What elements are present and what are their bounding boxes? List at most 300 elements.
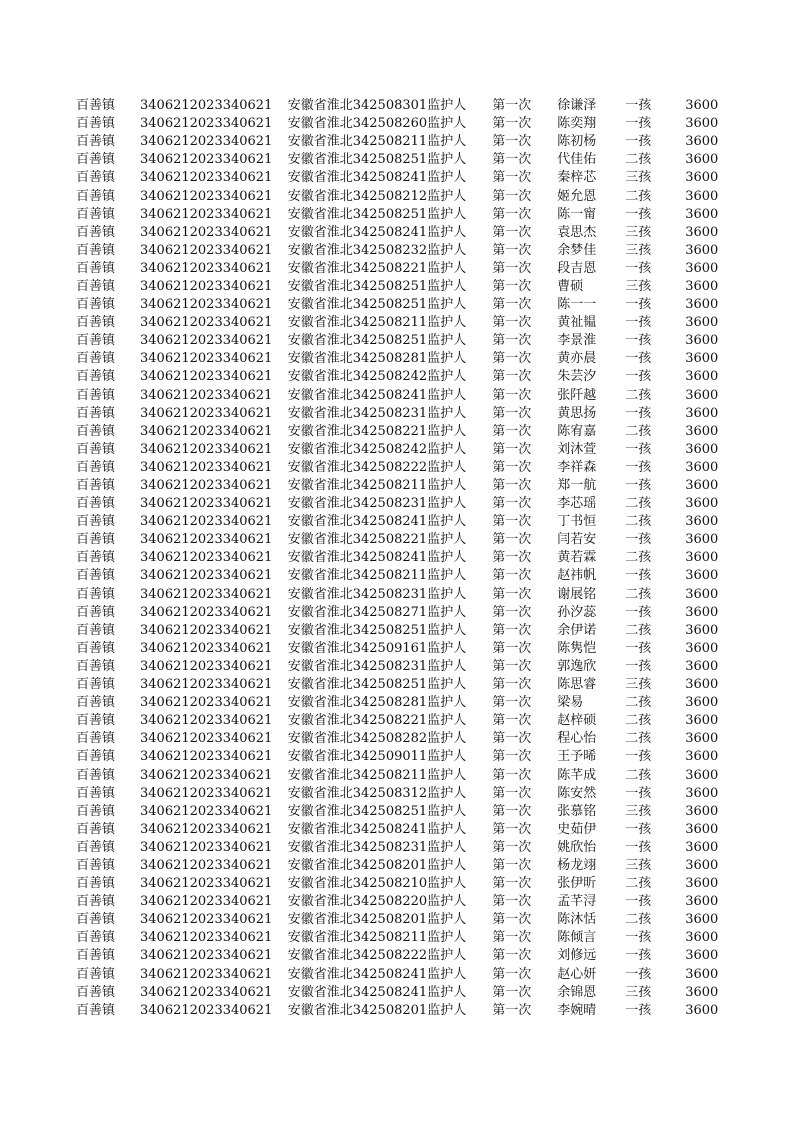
town-cell: 百善镇 xyxy=(76,98,116,114)
address-cell: 安徽省淮北 xyxy=(287,912,353,928)
child-name-cell: 代佳佑 xyxy=(557,152,597,168)
child-name-cell: 陈沐恬 xyxy=(557,912,597,928)
code-cell: 3406212023 xyxy=(140,568,223,584)
region-code-cell: 340621 xyxy=(222,351,273,367)
child-name-cell: 黄若霖 xyxy=(557,550,597,566)
address-cell: 安徽省淮北 xyxy=(287,658,353,674)
child-name-cell: 刘修远 xyxy=(557,948,597,964)
town-cell: 百善镇 xyxy=(76,1002,116,1018)
role-cell: 监护人 xyxy=(427,170,467,186)
birth-order-cell: 一孩 xyxy=(625,894,652,910)
child-name-cell: 余梦佳 xyxy=(557,242,597,258)
role-cell: 监护人 xyxy=(427,695,467,711)
town-cell: 百善镇 xyxy=(76,803,116,819)
role-cell: 监护人 xyxy=(427,224,467,240)
table-row xyxy=(76,549,721,567)
child-name-cell: 陈初杨 xyxy=(557,134,597,150)
table-row xyxy=(76,477,721,495)
id-number-cell: 342508301 xyxy=(352,98,428,114)
times-cell: 第一次 xyxy=(492,478,532,494)
town-cell: 百善镇 xyxy=(76,658,116,674)
town-cell: 百善镇 xyxy=(76,333,116,349)
birth-order-cell: 一孩 xyxy=(625,640,652,656)
code-cell: 3406212023 xyxy=(140,695,223,711)
birth-order-cell: 一孩 xyxy=(625,568,652,584)
table-row xyxy=(76,1002,721,1020)
child-name-cell: 杨龙翊 xyxy=(557,857,597,873)
amount-cell: 3600 xyxy=(685,677,719,693)
region-code-cell: 340621 xyxy=(222,242,273,258)
region-code-cell: 340621 xyxy=(222,224,273,240)
id-number-cell: 342508241 xyxy=(352,387,428,403)
address-cell: 安徽省淮北 xyxy=(287,387,353,403)
region-code-cell: 340621 xyxy=(222,622,273,638)
address-cell: 安徽省淮北 xyxy=(287,423,353,439)
role-cell: 监护人 xyxy=(427,260,467,276)
table-row xyxy=(76,766,721,784)
times-cell: 第一次 xyxy=(492,930,532,946)
times-cell: 第一次 xyxy=(492,912,532,928)
role-cell: 监护人 xyxy=(427,731,467,747)
amount-cell: 3600 xyxy=(685,369,719,385)
region-code-cell: 340621 xyxy=(222,116,273,132)
birth-order-cell: 一孩 xyxy=(625,351,652,367)
code-cell: 3406212023 xyxy=(140,514,223,530)
address-cell: 安徽省淮北 xyxy=(287,98,353,114)
birth-order-cell: 三孩 xyxy=(625,170,652,186)
id-number-cell: 342508242 xyxy=(352,369,428,385)
role-cell: 监护人 xyxy=(427,315,467,331)
code-cell: 3406212023 xyxy=(140,333,223,349)
id-number-cell: 342508231 xyxy=(352,658,428,674)
role-cell: 监护人 xyxy=(427,749,467,765)
code-cell: 3406212023 xyxy=(140,188,223,204)
code-cell: 3406212023 xyxy=(140,206,223,222)
child-name-cell: 李芯瑶 xyxy=(557,496,597,512)
amount-cell: 3600 xyxy=(685,731,719,747)
code-cell: 3406212023 xyxy=(140,532,223,548)
region-code-cell: 340621 xyxy=(222,803,273,819)
id-number-cell: 342508282 xyxy=(352,731,428,747)
birth-order-cell: 二孩 xyxy=(625,387,652,403)
town-cell: 百善镇 xyxy=(76,496,116,512)
birth-order-cell: 一孩 xyxy=(625,821,652,837)
role-cell: 监护人 xyxy=(427,713,467,729)
id-number-cell: 342508211 xyxy=(352,568,428,584)
times-cell: 第一次 xyxy=(492,857,532,873)
child-name-cell: 陈芊成 xyxy=(557,767,597,783)
amount-cell: 3600 xyxy=(685,116,719,132)
id-number-cell: 342508231 xyxy=(352,839,428,855)
table-row xyxy=(76,947,721,965)
birth-order-cell: 二孩 xyxy=(625,514,652,530)
times-cell: 第一次 xyxy=(492,894,532,910)
child-name-cell: 陈一甯 xyxy=(557,206,597,222)
birth-order-cell: 一孩 xyxy=(625,405,652,421)
table-row xyxy=(76,984,721,1002)
table-row xyxy=(76,423,721,441)
birth-order-cell: 一孩 xyxy=(625,749,652,765)
id-number-cell: 342508241 xyxy=(352,514,428,530)
region-code-cell: 340621 xyxy=(222,839,273,855)
amount-cell: 3600 xyxy=(685,604,719,620)
birth-order-cell: 二孩 xyxy=(625,586,652,602)
birth-order-cell: 三孩 xyxy=(625,857,652,873)
region-code-cell: 340621 xyxy=(222,369,273,385)
town-cell: 百善镇 xyxy=(76,206,116,222)
town-cell: 百善镇 xyxy=(76,948,116,964)
child-name-cell: 赵祎帆 xyxy=(557,568,597,584)
role-cell: 监护人 xyxy=(427,459,467,475)
table-row xyxy=(76,893,721,911)
child-name-cell: 李祥森 xyxy=(557,459,597,475)
region-code-cell: 340621 xyxy=(222,966,273,982)
role-cell: 监护人 xyxy=(427,640,467,656)
address-cell: 安徽省淮北 xyxy=(287,677,353,693)
child-name-cell: 黄亦晨 xyxy=(557,351,597,367)
amount-cell: 3600 xyxy=(685,188,719,204)
address-cell: 安徽省淮北 xyxy=(287,948,353,964)
role-cell: 监护人 xyxy=(427,478,467,494)
amount-cell: 3600 xyxy=(685,206,719,222)
role-cell: 监护人 xyxy=(427,785,467,801)
town-cell: 百善镇 xyxy=(76,134,116,150)
address-cell: 安徽省淮北 xyxy=(287,206,353,222)
town-cell: 百善镇 xyxy=(76,912,116,928)
town-cell: 百善镇 xyxy=(76,441,116,457)
code-cell: 3406212023 xyxy=(140,857,223,873)
birth-order-cell: 一孩 xyxy=(625,333,652,349)
role-cell: 监护人 xyxy=(427,496,467,512)
table-row xyxy=(76,242,721,260)
child-name-cell: 曹硕 xyxy=(557,278,584,294)
address-cell: 安徽省淮北 xyxy=(287,514,353,530)
code-cell: 3406212023 xyxy=(140,658,223,674)
amount-cell: 3600 xyxy=(685,749,719,765)
child-name-cell: 段吉恩 xyxy=(557,260,597,276)
region-code-cell: 340621 xyxy=(222,677,273,693)
address-cell: 安徽省淮北 xyxy=(287,297,353,313)
amount-cell: 3600 xyxy=(685,713,719,729)
code-cell: 3406212023 xyxy=(140,423,223,439)
birth-order-cell: 三孩 xyxy=(625,278,652,294)
town-cell: 百善镇 xyxy=(76,894,116,910)
code-cell: 3406212023 xyxy=(140,369,223,385)
id-number-cell: 342508211 xyxy=(352,930,428,946)
address-cell: 安徽省淮北 xyxy=(287,930,353,946)
town-cell: 百善镇 xyxy=(76,966,116,982)
role-cell: 监护人 xyxy=(427,821,467,837)
id-number-cell: 342508281 xyxy=(352,695,428,711)
id-number-cell: 342508221 xyxy=(352,532,428,548)
id-number-cell: 342508251 xyxy=(352,278,428,294)
table-row xyxy=(76,929,721,947)
town-cell: 百善镇 xyxy=(76,713,116,729)
times-cell: 第一次 xyxy=(492,260,532,276)
id-number-cell: 342508241 xyxy=(352,821,428,837)
region-code-cell: 340621 xyxy=(222,333,273,349)
child-name-cell: 谢展铭 xyxy=(557,586,597,602)
region-code-cell: 340621 xyxy=(222,260,273,276)
code-cell: 3406212023 xyxy=(140,785,223,801)
birth-order-cell: 二孩 xyxy=(625,622,652,638)
amount-cell: 3600 xyxy=(685,532,719,548)
amount-cell: 3600 xyxy=(685,224,719,240)
town-cell: 百善镇 xyxy=(76,767,116,783)
role-cell: 监护人 xyxy=(427,351,467,367)
table-row xyxy=(76,350,721,368)
region-code-cell: 340621 xyxy=(222,604,273,620)
address-cell: 安徽省淮北 xyxy=(287,876,353,892)
times-cell: 第一次 xyxy=(492,803,532,819)
code-cell: 3406212023 xyxy=(140,713,223,729)
times-cell: 第一次 xyxy=(492,188,532,204)
amount-cell: 3600 xyxy=(685,586,719,602)
role-cell: 监护人 xyxy=(427,677,467,693)
id-number-cell: 342509011 xyxy=(352,749,428,765)
id-number-cell: 342508251 xyxy=(352,803,428,819)
town-cell: 百善镇 xyxy=(76,677,116,693)
id-number-cell: 342508201 xyxy=(352,912,428,928)
code-cell: 3406212023 xyxy=(140,876,223,892)
code-cell: 3406212023 xyxy=(140,821,223,837)
table-row xyxy=(76,495,721,513)
town-cell: 百善镇 xyxy=(76,297,116,313)
amount-cell: 3600 xyxy=(685,242,719,258)
times-cell: 第一次 xyxy=(492,550,532,566)
amount-cell: 3600 xyxy=(685,278,719,294)
address-cell: 安徽省淮北 xyxy=(287,749,353,765)
birth-order-cell: 二孩 xyxy=(625,713,652,729)
table-row xyxy=(76,839,721,857)
role-cell: 监护人 xyxy=(427,206,467,222)
region-code-cell: 340621 xyxy=(222,658,273,674)
times-cell: 第一次 xyxy=(492,586,532,602)
id-number-cell: 342508260 xyxy=(352,116,428,132)
child-name-cell: 程心怡 xyxy=(557,731,597,747)
address-cell: 安徽省淮北 xyxy=(287,966,353,982)
child-name-cell: 朱芸汐 xyxy=(557,369,597,385)
address-cell: 安徽省淮北 xyxy=(287,333,353,349)
address-cell: 安徽省淮北 xyxy=(287,803,353,819)
id-number-cell: 342508211 xyxy=(352,767,428,783)
region-code-cell: 340621 xyxy=(222,1002,273,1018)
region-code-cell: 340621 xyxy=(222,459,273,475)
amount-cell: 3600 xyxy=(685,333,719,349)
times-cell: 第一次 xyxy=(492,1002,532,1018)
birth-order-cell: 三孩 xyxy=(625,803,652,819)
region-code-cell: 340621 xyxy=(222,405,273,421)
times-cell: 第一次 xyxy=(492,677,532,693)
times-cell: 第一次 xyxy=(492,948,532,964)
region-code-cell: 340621 xyxy=(222,857,273,873)
amount-cell: 3600 xyxy=(685,640,719,656)
times-cell: 第一次 xyxy=(492,622,532,638)
address-cell: 安徽省淮北 xyxy=(287,152,353,168)
times-cell: 第一次 xyxy=(492,387,532,403)
table-row xyxy=(76,314,721,332)
times-cell: 第一次 xyxy=(492,134,532,150)
region-code-cell: 340621 xyxy=(222,441,273,457)
amount-cell: 3600 xyxy=(685,695,719,711)
id-number-cell: 342508271 xyxy=(352,604,428,620)
code-cell: 3406212023 xyxy=(140,441,223,457)
address-cell: 安徽省淮北 xyxy=(287,894,353,910)
amount-cell: 3600 xyxy=(685,514,719,530)
role-cell: 监护人 xyxy=(427,387,467,403)
child-name-cell: 王予晞 xyxy=(557,749,597,765)
code-cell: 3406212023 xyxy=(140,242,223,258)
region-code-cell: 340621 xyxy=(222,695,273,711)
times-cell: 第一次 xyxy=(492,568,532,584)
role-cell: 监护人 xyxy=(427,658,467,674)
amount-cell: 3600 xyxy=(685,351,719,367)
table-row xyxy=(76,676,721,694)
address-cell: 安徽省淮北 xyxy=(287,441,353,457)
id-number-cell: 342508251 xyxy=(352,297,428,313)
child-name-cell: 秦梓芯 xyxy=(557,170,597,186)
town-cell: 百善镇 xyxy=(76,622,116,638)
region-code-cell: 340621 xyxy=(222,188,273,204)
address-cell: 安徽省淮北 xyxy=(287,369,353,385)
table-row xyxy=(76,187,721,205)
region-code-cell: 340621 xyxy=(222,387,273,403)
child-name-cell: 袁思杰 xyxy=(557,224,597,240)
region-code-cell: 340621 xyxy=(222,713,273,729)
birth-order-cell: 二孩 xyxy=(625,550,652,566)
table-row xyxy=(76,387,721,405)
id-number-cell: 342508222 xyxy=(352,459,428,475)
code-cell: 3406212023 xyxy=(140,731,223,747)
town-cell: 百善镇 xyxy=(76,514,116,530)
times-cell: 第一次 xyxy=(492,224,532,240)
table-row xyxy=(76,803,721,821)
code-cell: 3406212023 xyxy=(140,297,223,313)
address-cell: 安徽省淮北 xyxy=(287,767,353,783)
code-cell: 3406212023 xyxy=(140,260,223,276)
child-name-cell: 徐谦泽 xyxy=(557,98,597,114)
amount-cell: 3600 xyxy=(685,297,719,313)
code-cell: 3406212023 xyxy=(140,315,223,331)
table-row xyxy=(76,966,721,984)
role-cell: 监护人 xyxy=(427,568,467,584)
amount-cell: 3600 xyxy=(685,622,719,638)
child-name-cell: 丁书恒 xyxy=(557,514,597,530)
table-row xyxy=(76,115,721,133)
times-cell: 第一次 xyxy=(492,821,532,837)
child-name-cell: 余伊诺 xyxy=(557,622,597,638)
times-cell: 第一次 xyxy=(492,604,532,620)
address-cell: 安徽省淮北 xyxy=(287,532,353,548)
region-code-cell: 340621 xyxy=(222,749,273,765)
table-row xyxy=(76,694,721,712)
birth-order-cell: 一孩 xyxy=(625,369,652,385)
role-cell: 监护人 xyxy=(427,604,467,620)
address-cell: 安徽省淮北 xyxy=(287,839,353,855)
address-cell: 安徽省淮北 xyxy=(287,604,353,620)
address-cell: 安徽省淮北 xyxy=(287,695,353,711)
address-cell: 安徽省淮北 xyxy=(287,315,353,331)
address-cell: 安徽省淮北 xyxy=(287,1002,353,1018)
role-cell: 监护人 xyxy=(427,98,467,114)
table-row xyxy=(76,531,721,549)
address-cell: 安徽省淮北 xyxy=(287,622,353,638)
amount-cell: 3600 xyxy=(685,1002,719,1018)
id-number-cell: 342508241 xyxy=(352,550,428,566)
amount-cell: 3600 xyxy=(685,785,719,801)
region-code-cell: 340621 xyxy=(222,550,273,566)
birth-order-cell: 一孩 xyxy=(625,839,652,855)
amount-cell: 3600 xyxy=(685,984,719,1000)
role-cell: 监护人 xyxy=(427,369,467,385)
amount-cell: 3600 xyxy=(685,821,719,837)
amount-cell: 3600 xyxy=(685,170,719,186)
region-code-cell: 340621 xyxy=(222,767,273,783)
table-row xyxy=(76,586,721,604)
birth-order-cell: 一孩 xyxy=(625,441,652,457)
role-cell: 监护人 xyxy=(427,912,467,928)
role-cell: 监护人 xyxy=(427,857,467,873)
address-cell: 安徽省淮北 xyxy=(287,857,353,873)
child-name-cell: 黄思扬 xyxy=(557,405,597,421)
table-row xyxy=(76,133,721,151)
town-cell: 百善镇 xyxy=(76,532,116,548)
town-cell: 百善镇 xyxy=(76,821,116,837)
table-row xyxy=(76,459,721,477)
child-name-cell: 黄祉韫 xyxy=(557,315,597,331)
region-code-cell: 340621 xyxy=(222,206,273,222)
code-cell: 3406212023 xyxy=(140,387,223,403)
birth-order-cell: 二孩 xyxy=(625,876,652,892)
table-row xyxy=(76,224,721,242)
id-number-cell: 342508201 xyxy=(352,857,428,873)
times-cell: 第一次 xyxy=(492,242,532,258)
times-cell: 第一次 xyxy=(492,984,532,1000)
id-number-cell: 342508201 xyxy=(352,1002,428,1018)
town-cell: 百善镇 xyxy=(76,459,116,475)
code-cell: 3406212023 xyxy=(140,116,223,132)
role-cell: 监护人 xyxy=(427,188,467,204)
address-cell: 安徽省淮北 xyxy=(287,278,353,294)
address-cell: 安徽省淮北 xyxy=(287,478,353,494)
code-cell: 3406212023 xyxy=(140,496,223,512)
amount-cell: 3600 xyxy=(685,912,719,928)
town-cell: 百善镇 xyxy=(76,478,116,494)
town-cell: 百善镇 xyxy=(76,695,116,711)
id-number-cell: 342508241 xyxy=(352,966,428,982)
town-cell: 百善镇 xyxy=(76,749,116,765)
times-cell: 第一次 xyxy=(492,496,532,512)
region-code-cell: 340621 xyxy=(222,98,273,114)
child-name-cell: 郑一航 xyxy=(557,478,597,494)
birth-order-cell: 一孩 xyxy=(625,116,652,132)
birth-order-cell: 二孩 xyxy=(625,695,652,711)
table-row xyxy=(76,911,721,929)
child-name-cell: 张阡越 xyxy=(557,387,597,403)
address-cell: 安徽省淮北 xyxy=(287,405,353,421)
times-cell: 第一次 xyxy=(492,116,532,132)
amount-cell: 3600 xyxy=(685,423,719,439)
id-number-cell: 342508251 xyxy=(352,206,428,222)
code-cell: 3406212023 xyxy=(140,98,223,114)
address-cell: 安徽省淮北 xyxy=(287,351,353,367)
address-cell: 安徽省淮北 xyxy=(287,586,353,602)
id-number-cell: 342508242 xyxy=(352,441,428,457)
amount-cell: 3600 xyxy=(685,966,719,982)
role-cell: 监护人 xyxy=(427,405,467,421)
town-cell: 百善镇 xyxy=(76,170,116,186)
birth-order-cell: 三孩 xyxy=(625,224,652,240)
